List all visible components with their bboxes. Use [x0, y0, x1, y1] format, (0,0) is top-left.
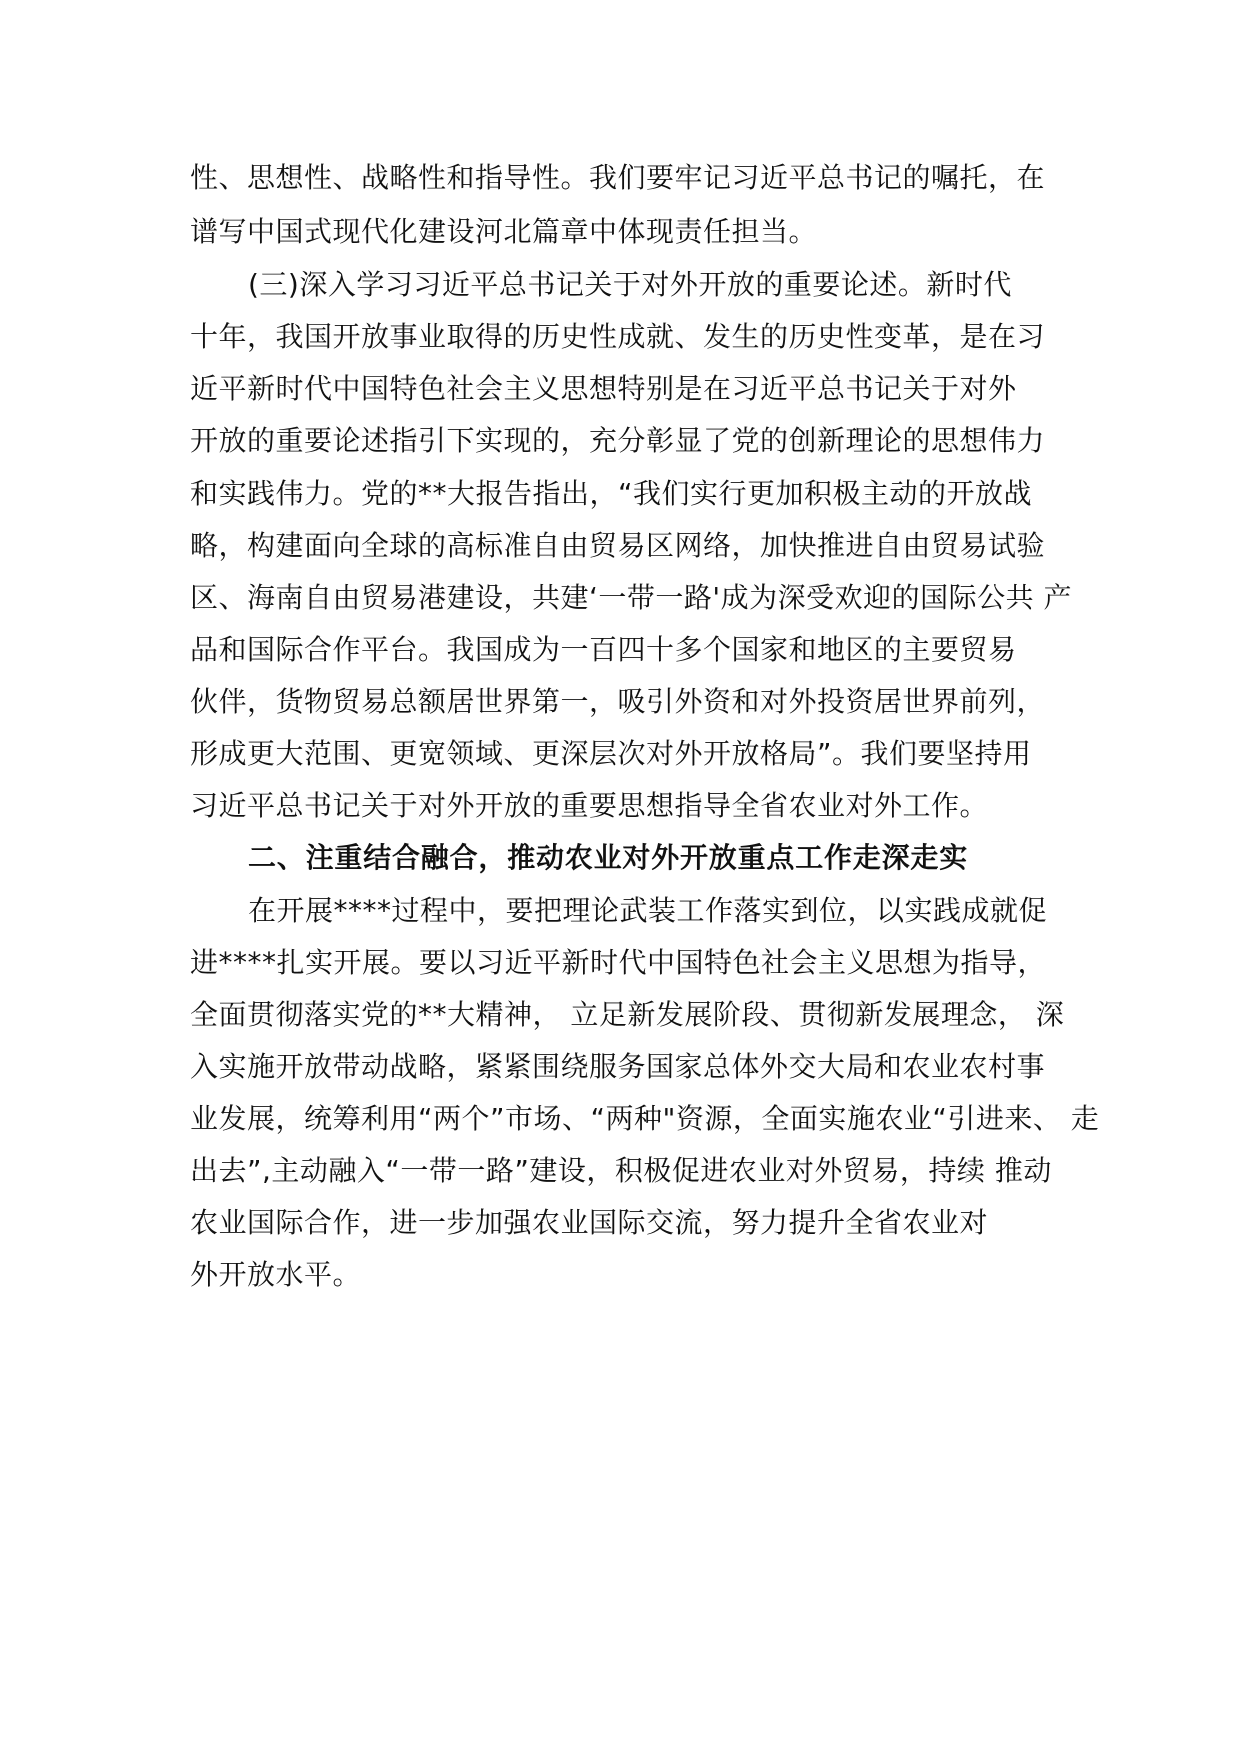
paragraph-start-line: (三)深入学习习近平总书记关于对外开放的重要论述。新时代 — [248, 268, 1012, 301]
text-line: 农业国际合作，进一步加强农业国际交流，努力提升全省农业对 — [190, 1206, 989, 1239]
text-line: 外开放水平。 — [190, 1258, 362, 1291]
text-line: 谱写中国式现代化建设河北篇章中体现责任担当。 — [190, 215, 818, 248]
text-line: 出去”,主动融入“一带一路”建设，积极促进农业对外贸易，持续 推动 — [190, 1154, 1052, 1187]
text-line: 品和国际合作平台。我国成为一百四十多个国家和地区的主要贸易 — [190, 633, 1017, 666]
text-line: 习近平总书记关于对外开放的重要思想指导全省农业对外工作。 — [190, 789, 989, 822]
text-line: 性、思想性、战略性和指导性。我们要牢记习近平总书记的嘱托，在 — [190, 161, 1046, 194]
section-heading: 二、注重结合融合，推动农业对外开放重点工作走深走实 — [248, 841, 969, 874]
text-line: 区、海南自由贸易港建设，共建‘一带一路'成为深受欢迎的国际公共 产 — [190, 581, 1073, 614]
text-line: 开放的重要论述指引下实现的，充分彰显了党的创新理论的思想伟力 — [190, 424, 1046, 457]
text-line: 和实践伟力。党的**大报告指出，“我们实行更加积极主动的开放战 — [190, 477, 1033, 510]
text-line: 全面贯彻落实党的**大精神， 立足新发展阶段、贯彻新发展理念， 深 — [190, 998, 1065, 1031]
text-line: 业发展，统筹利用“两个”市场、“两种"资源，全面实施农业“引进来、 走 — [190, 1102, 1100, 1135]
text-line: 十年，我国开放事业取得的历史性成就、发生的历史性变革，是在习 — [190, 320, 1046, 353]
text-line: 伙伴，货物贸易总额居世界第一，吸引外资和对外投资居世界前列， — [190, 685, 1046, 718]
text-line: 近平新时代中国特色社会主义思想特别是在习近平总书记关于对外 — [190, 372, 1017, 405]
paragraph-start-line: 在开展****过程中，要把理论武装工作落实到位，以实践成就促 — [248, 894, 1048, 927]
text-line: 略，构建面向全球的高标准自由贸易区网络，加快推进自由贸易试验 — [190, 529, 1046, 562]
text-line: 形成更大范围、更宽领域、更深层次对外开放格局”。我们要坚持用 — [190, 737, 1032, 770]
text-line: 进****扎实开展。要以习近平新时代中国特色社会主义思想为指导， — [190, 946, 1047, 979]
text-line: 入实施开放带动战略，紧紧围绕服务国家总体外交大局和农业农村事 — [190, 1050, 1046, 1083]
